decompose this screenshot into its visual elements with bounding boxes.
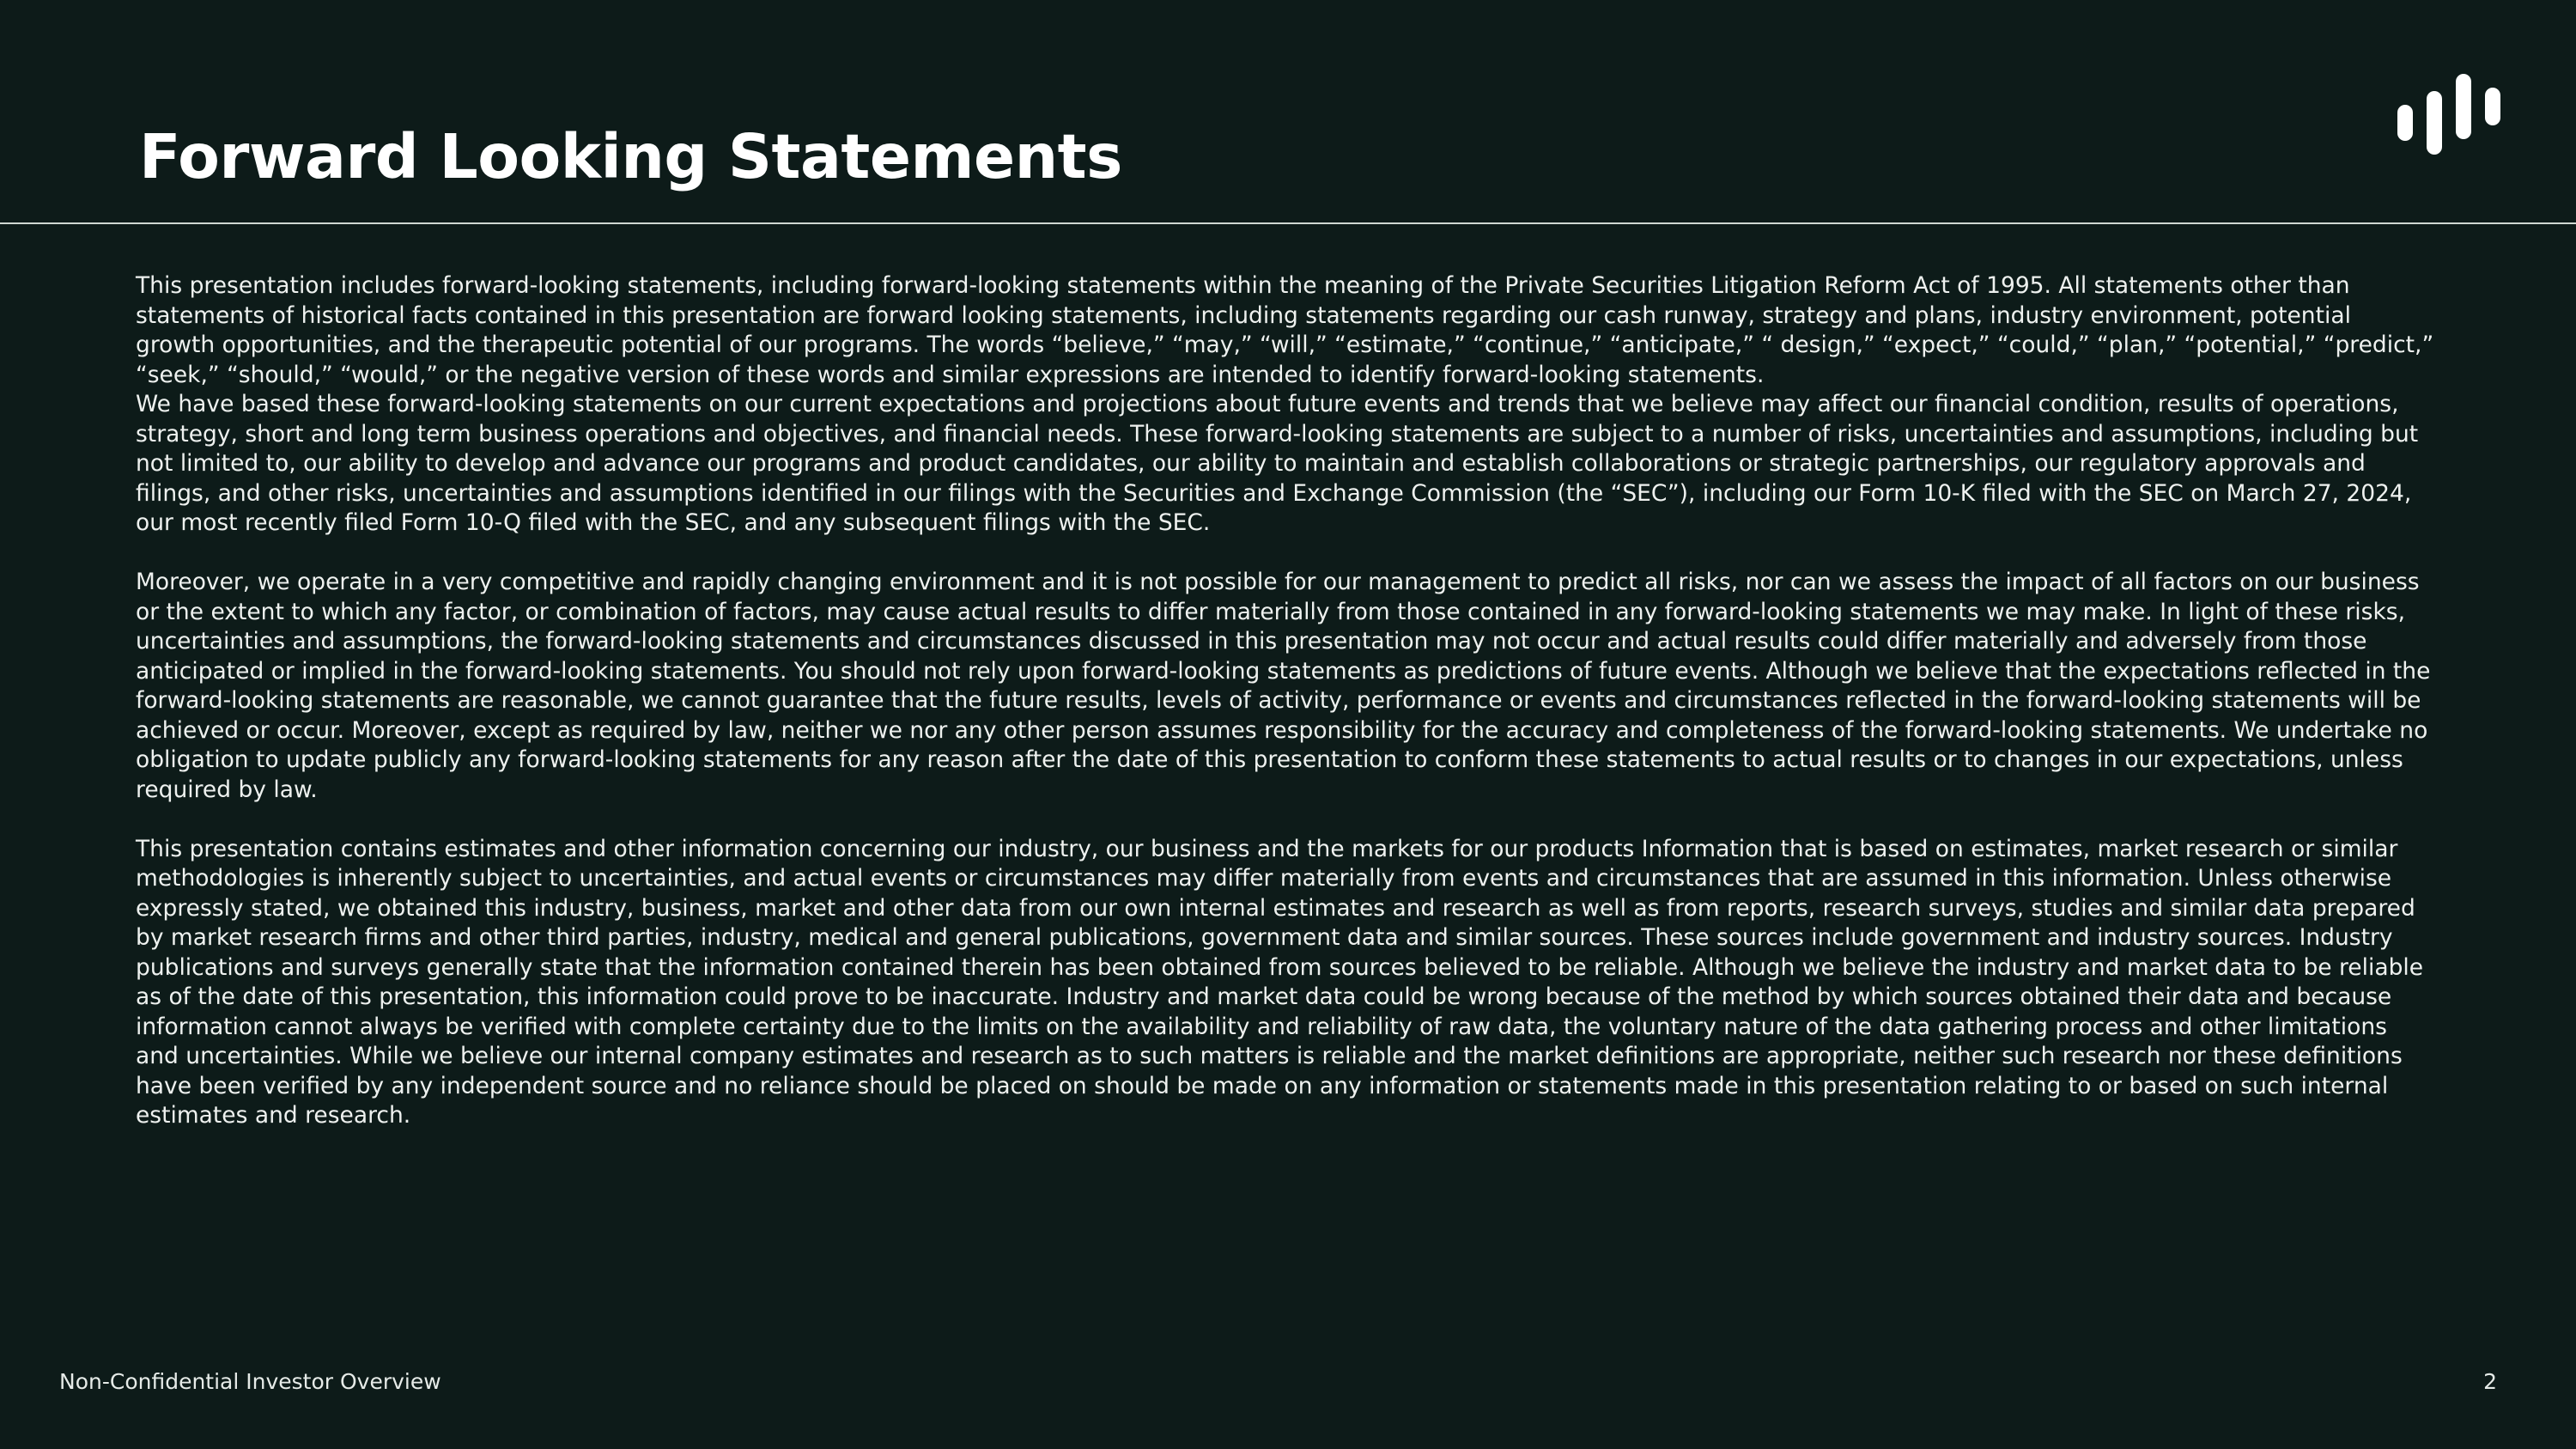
- title-divider: [0, 222, 2576, 224]
- paragraph-industry-data: This presentation contains estimates and other information concerning our industry, our business and the markets for our products Information that is based on estimates, market research or similar methodologies is inherently subject to uncertainties, and actual events or circumstances may differ materially from events and circumstances that are assumed in this information. Unless otherwise expressly stated, we obtained this industry, business, market and other data from our own internal estimates and research as well as from reports, research surveys, studies and similar data prepared by market research firms and other third parties, industry, medical and general publications, government data and similar sources. These sources include government and industry sources. Industry publications and surveys generally state that the information contained therein has been obtained from sources believed to be reliable. Although we believe the industry and market data to be reliable as of the date of this presentation, this information could prove to be inaccurate. Industry and market data could be wrong because of the method by which sources obtained their data and because information cannot always be verified with complete certainty due to the limits on the availability and reliability of raw data, the voluntary nature of the data gathering process and other limitations and uncertainties. While we believe our internal company estimates and research as to such matters is reliable and the market definitions are appropriate, neither such research nor these definitions have been verified by any independent source and no reliance should be placed on should be made on any information or statements made in this presentation relating to or based on such internal estimates and research.: [136, 835, 2424, 1129]
- disclaimer-body: [136, 271, 2437, 1131]
- page-title: Forward Looking Statements: [139, 121, 1122, 192]
- paragraph-forward-looking: This presentation includes forward-looking statements, including forward-looking statements within the meaning of the Private Securities Litigation Reform Act of 1995. All statements other than statements of historical facts contained in this presentation are forward looking statements, including statements regarding our cash runway, strategy and plans, industry environment, potential growth opportunities, and the therapeutic potential of our programs. The words “believe,” “may,” “will,” “estimate,” “continue,” “anticipate,” “ design,” “expect,” “could,” “plan,” “potential,” “predict,” “seek,” “should,” “would,” or the negative version of these words and similar expressions are intended to identify forward-looking statements.: [136, 272, 2434, 388]
- paragraph-competitive-environment: Moreover, we operate in a very competitive and rapidly changing environment and it is not possible for our management to predict all risks, nor can we assess the impact of all factors on our business or the extent to which any factor, or combination of factors, may cause actual results to differ materially from those contained in any forward-looking statements we may make. In light of these risks, uncertainties and assumptions, the forward-looking statements and circumstances discussed in this presentation may not occur and actual results could differ materially and adversely from those anticipated or implied in the forward-looking statements. You should not rely upon forward-looking statements as predictions of future events. Although we believe that the expectations reflected in the forward-looking statements are reasonable, we cannot guarantee that the future results, levels of activity, performance or events and circumstances reflected in the forward-looking statements will be achieved or occur. Moreover, except as required by law, neither we nor any other person assumes responsibility for the accuracy and completeness of the forward-looking statements. We undertake no obligation to update publicly any forward-looking statements for any reason after the date of this presentation to conform these statements to actual results or to changes in our expectations, unless required by law.: [136, 569, 2431, 803]
- footer-label: Non-Confidential Investor Overview: [59, 1369, 441, 1394]
- paragraph-expectations: We have based these forward-looking statements on our current expectations and projections about future events and trends that we believe may affect our financial condition, results of operations, strategy, short and long term business operations and objectives, and financial needs. These forward-looking statements are subject to a number of risks, uncertainties and assumptions, including but not limited to, our ability to develop and advance our programs and product candidates, our ability to maintain and establish collaborations or strategic partnerships, our regulatory approvals and filings, and other risks, uncertainties and assumptions identified in our filings with the Securities and Exchange Commission (the “SEC”), including our Form 10-K filed with the SEC on March 27, 2024, our most recently filed Form 10-Q filed with the SEC, and any subsequent filings with the SEC.: [136, 391, 2419, 536]
- signal-bars-logo-icon: [2396, 72, 2502, 155]
- page-number: 2: [2483, 1369, 2497, 1394]
